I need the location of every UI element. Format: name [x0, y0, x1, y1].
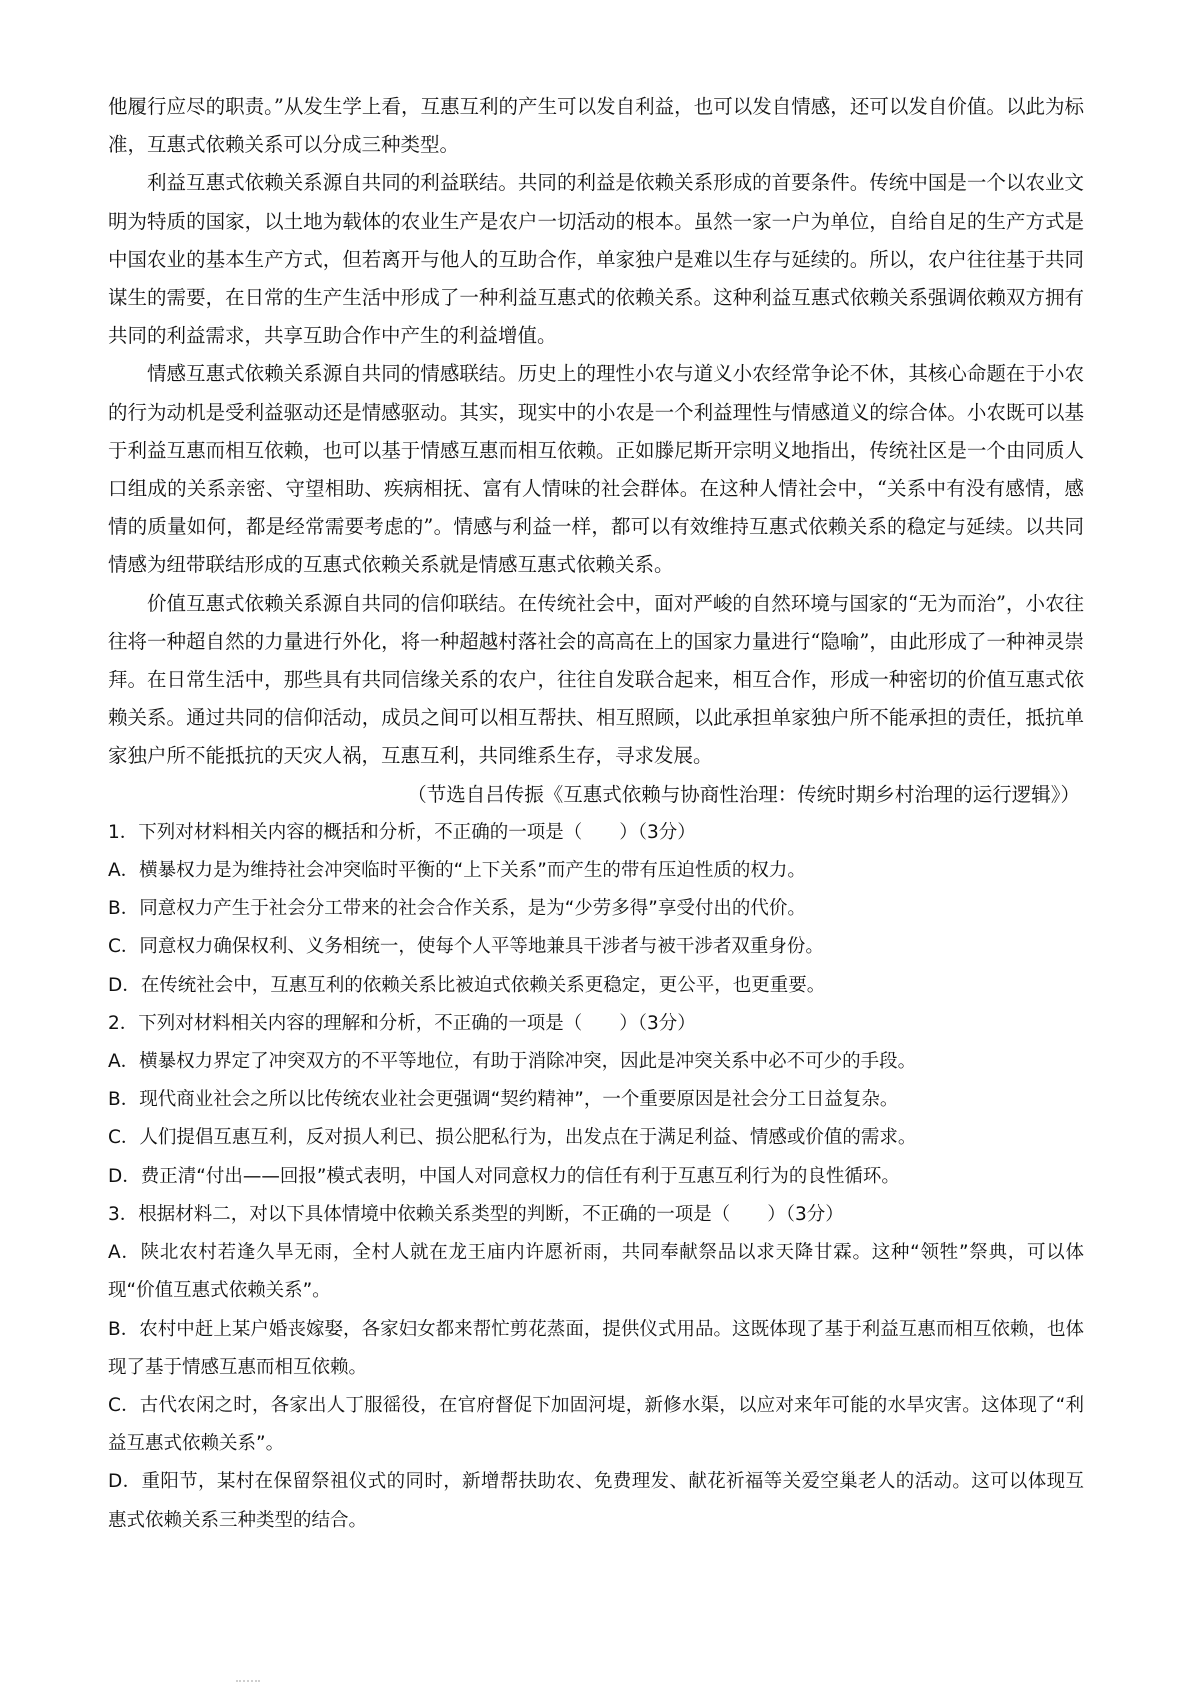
- document-content: [108, 88, 1084, 1540]
- passage-source-citation: （节选自吕传振《互惠式依赖与协商性治理：传统时期乡村治理的运行逻辑》）: [407, 782, 1080, 806]
- passage-paragraph-3: 情感互惠式依赖关系源自共同的情感联结。历史上的理性小农与道义小农经常争论不休，其核心命题在于小农的行为动机是受利益驱动还是情感驱动。其实，现实中的小农是一个利益理性与情感道义的综合体。小农既可以基于利益互惠而相互依赖，也可以基于情感互惠而相互依赖。正如滕尼斯开宗明义地指出，传统社区是一个由同质人口组成的关系亲密、守望相助、疾病相抚、富有人情味的社会群体。在这种人情社会中，“关系中有没有感情，感情的质量如何，都是经常需要考虑的”。情感与利益一样，都可以有效维持互惠式依赖关系的稳定与延续。以共同情感为纽带联结形成的互惠式依赖关系就是情感互惠式依赖关系。: [108, 362, 1084, 577]
- passage-paragraph-4: 价值互惠式依赖关系源自共同的信仰联结。在传统社会中，面对严峻的自然环境与国家的“无为而治”，小农往往将一种超自然的力量进行外化，将一种超越村落社会的高高在上的国家力量进行“隐喻”，由此形成了一种神灵崇拜。在日常生活中，那些具有共同信缘关系的农户，往往自发联合起来，相互合作，形成一种密切的价值互惠式依赖关系。通过共同的信仰活动，成员之间可以相互帮扶、相互照顾，以此承担单家独户所不能承担的责任，抵抗单家独户所不能抵抗的天灾人祸，互惠互利，共同维系生存，寻求发展。: [108, 591, 1084, 768]
- footer-dotted-mark: [236, 1680, 260, 1686]
- question-1: [108, 814, 1084, 1005]
- question-2-option-b: B．现代商业社会之所以比传统农业社会更强调“契约精神”，一个重要原因是社会分工日益复杂。: [108, 1089, 899, 1111]
- question-1-option-d: D．在传统社会中，互惠互利的依赖关系比被迫式依赖关系更稳定，更公平，也更重要。: [108, 974, 826, 996]
- passage-paragraph-2: 利益互惠式依赖关系源自共同的利益联结。共同的利益是依赖关系形成的首要条件。传统中国是一个以农业文明为特质的国家，以土地为载体的农业生产是农户一切活动的根本。虽然一家一户为单位，自给自足的生产方式是中国农业的基本生产方式，但若离开与他人的互助合作，单家独户是难以生存与延续的。所以，农户往往基于共同谋生的需要，在日常的生产生活中形成了一种利益互惠式的依赖关系。这种利益互惠式依赖关系强调依赖双方拥有共同的利益需求，共享互助合作中产生的利益增值。: [108, 171, 1084, 348]
- question-2-stem: 2．下列对材料相关内容的理解和分析，不正确的一项是（ ）（3分）: [108, 1012, 696, 1034]
- question-3-option-c: C．古代农闲之时，各家出人丁服徭役，在官府督促下加固河堤，新修水渠，以应对来年可能的水旱灾害。这体现了“利益互惠式依赖关系”。: [108, 1394, 1084, 1455]
- question-2-option-a: A．横暴权力界定了冲突双方的不平等地位，有助于消除冲突，因此是冲突关系中必不可少的手段。: [108, 1051, 917, 1073]
- question-3-option-a: A．陕北农村若逢久旱无雨，全村人就在龙王庙内许愿祈雨，共同奉献祭品以求天降甘霖。这种“领牲”祭典，可以体现“价值互惠式依赖关系”。: [108, 1242, 1084, 1302]
- question-1-option-b: B．同意权力产生于社会分工带来的社会合作关系，是为“少劳多得”享受付出的代价。: [108, 898, 806, 920]
- question-1-option-c: C．同意权力确保权利、义务相统一，使每个人平等地兼具干涉者与被干涉者双重身份。: [108, 936, 824, 958]
- passage-paragraph-1: 他履行应尽的职责。”从发生学上看，互惠互利的产生可以发自利益，也可以发自情感，还可以发自价值。以此为标准，互惠式依赖关系可以分成三种类型。: [108, 95, 1084, 157]
- question-2-option-c: C．人们提倡互惠互利，反对损人利已、损公肥私行为，出发点在于满足利益、情感或价值的需求。: [108, 1127, 917, 1149]
- question-3-stem: 3．根据材料二，对以下具体情境中依赖关系类型的判断，不正确的一项是（ ）（3分）: [108, 1203, 844, 1225]
- question-2: [108, 1005, 1084, 1196]
- question-3: [108, 1196, 1084, 1540]
- question-1-stem: 1．下列对材料相关内容的概括和分析，不正确的一项是（ ）（3分）: [108, 821, 696, 843]
- question-1-option-a: A．横暴权力是为维持社会冲突临时平衡的“上下关系”而产生的带有压迫性质的权力。: [108, 860, 806, 882]
- question-3-option-b: B．农村中赶上某户婚丧嫁娶，各家妇女都来帮忙剪花蒸面，提供仪式用品。这既体现了基于利益互惠而相互依赖，也体现了基于情感互惠而相互依赖。: [108, 1318, 1084, 1378]
- question-3-option-d: D．重阳节，某村在保留祭祖仪式的同时，新增帮扶助农、免费理发、献花祈福等关爱空巢老人的活动。这可以体现互惠式依赖关系三种类型的结合。: [108, 1471, 1085, 1531]
- question-2-option-d: D．费正清“付出——回报”模式表明，中国人对同意权力的信任有利于互惠互利行为的良性循环。: [108, 1165, 900, 1187]
